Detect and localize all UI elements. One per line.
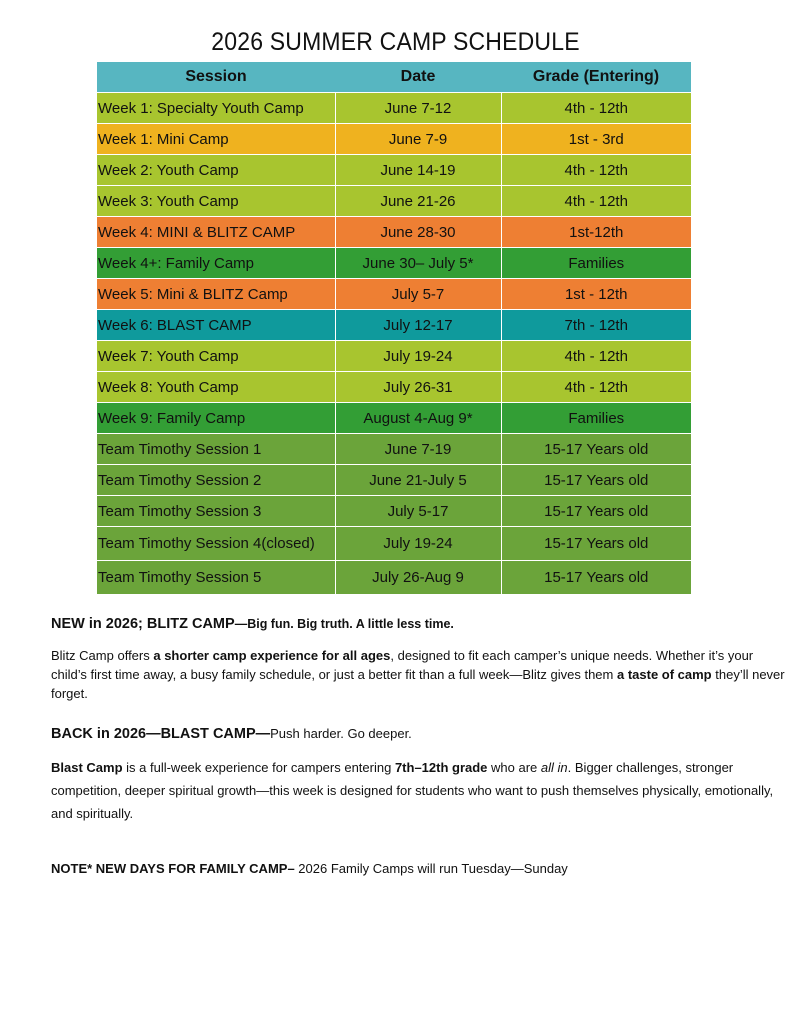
- table-row: [97, 155, 691, 186]
- date-cell: June 7-19: [335, 434, 501, 465]
- page-title: 2026 SUMMER CAMP SCHEDULE: [211, 28, 580, 56]
- table-header-row: [97, 62, 691, 93]
- blast-italic-text: all in: [540, 760, 568, 775]
- session-cell: Week 5: Mini & BLITZ Camp: [97, 279, 335, 310]
- session-cell: Week 1: Mini Camp: [97, 124, 335, 155]
- session-cell: Week 9: Family Camp: [97, 403, 335, 434]
- session-cell: Week 3: Youth Camp: [97, 186, 335, 217]
- date-cell: June 7-12: [335, 93, 501, 124]
- grade-cell: 4th - 12th: [501, 372, 691, 403]
- blitz-heading: NEW in 2026; BLITZ CAMP: [51, 616, 235, 632]
- blast-section: [51, 724, 791, 825]
- note-label: NOTE* NEW DAYS FOR FAMILY CAMP–: [51, 861, 295, 876]
- date-cell: July 5-7: [335, 279, 501, 310]
- table-row: [97, 310, 691, 341]
- blast-bold-text: 7th–12th grade: [394, 760, 488, 775]
- grade-cell: Families: [501, 403, 691, 434]
- grade-cell: 1st - 12th: [501, 279, 691, 310]
- table-row: [97, 496, 691, 527]
- date-cell: July 12-17: [335, 310, 501, 341]
- table-row: [97, 217, 691, 248]
- table-row: [97, 186, 691, 217]
- blitz-text: , designed to fit each camper’s unique needs. Whether it’s your child’s first time away, a busy family schedule, or just a better fit than a full week—Blitz gives them: [51, 648, 754, 682]
- blitz-text: Blitz Camp offers: [51, 648, 154, 663]
- blast-text: . Bigger challenges, stronger competition, deeper spiritual growth—this week is designed for students who want to push themselves physically, emotionally, and spiritually.: [51, 760, 774, 821]
- grade-cell: Families: [501, 248, 691, 279]
- date-cell: June 14-19: [335, 155, 501, 186]
- table-row: [97, 434, 691, 465]
- date-cell: July 5-17: [335, 496, 501, 527]
- blitz-description: [51, 646, 791, 703]
- session-cell: Team Timothy Session 2: [97, 465, 335, 496]
- grade-cell: 15-17 Years old: [501, 434, 691, 465]
- date-cell: June 30– July 5*: [335, 248, 501, 279]
- session-cell: Team Timothy Session 3: [97, 496, 335, 527]
- date-cell: June 7-9: [335, 124, 501, 155]
- date-cell: July 19-24: [335, 527, 501, 561]
- header-session: Session: [97, 62, 335, 93]
- table-row: [97, 561, 691, 595]
- session-cell: Team Timothy Session 4(closed): [97, 527, 335, 561]
- blast-tagline: Push harder. Go deeper.: [270, 726, 412, 741]
- date-cell: July 26-31: [335, 372, 501, 403]
- table-row: [97, 341, 691, 372]
- table-row: [97, 279, 691, 310]
- session-cell: Week 8: Youth Camp: [97, 372, 335, 403]
- session-cell: Team Timothy Session 1: [97, 434, 335, 465]
- table-row: [97, 248, 691, 279]
- grade-cell: 15-17 Years old: [501, 465, 691, 496]
- grade-cell: 4th - 12th: [501, 186, 691, 217]
- table-row: [97, 124, 691, 155]
- date-cell: August 4-Aug 9*: [335, 403, 501, 434]
- table-row: [97, 403, 691, 434]
- session-cell: Week 2: Youth Camp: [97, 155, 335, 186]
- table-row: [97, 527, 691, 561]
- grade-cell: 1st - 3rd: [501, 124, 691, 155]
- table-row: [97, 93, 691, 124]
- grade-cell: 1st-12th: [501, 217, 691, 248]
- date-cell: June 21-26: [335, 186, 501, 217]
- grade-cell: 15-17 Years old: [501, 496, 691, 527]
- grade-cell: 7th - 12th: [501, 310, 691, 341]
- header-date: Date: [335, 62, 501, 93]
- table-row: [97, 465, 691, 496]
- blast-heading: BACK in 2026—BLAST CAMP—: [51, 726, 271, 742]
- session-cell: Week 1: Specialty Youth Camp: [97, 93, 335, 124]
- grade-cell: 4th - 12th: [501, 155, 691, 186]
- blitz-bold-text: a shorter camp experience for all ages: [153, 648, 391, 663]
- grade-cell: 4th - 12th: [501, 93, 691, 124]
- grade-cell: 4th - 12th: [501, 341, 691, 372]
- date-cell: July 26-Aug 9: [335, 561, 501, 595]
- session-cell: Week 4: MINI & BLITZ CAMP: [97, 217, 335, 248]
- blast-text: is a full-week experience for campers entering: [122, 760, 395, 775]
- table-row: [97, 372, 691, 403]
- date-cell: July 19-24: [335, 341, 501, 372]
- blast-text: who are: [487, 760, 541, 775]
- schedule-table: [97, 62, 691, 595]
- header-grade: Grade (Entering): [501, 62, 691, 93]
- session-cell: Week 6: BLAST CAMP: [97, 310, 335, 341]
- table-body: [97, 93, 691, 595]
- session-cell: Week 7: Youth Camp: [97, 341, 335, 372]
- session-cell: Team Timothy Session 5: [97, 561, 335, 595]
- date-cell: June 21-July 5: [335, 465, 501, 496]
- date-cell: June 28-30: [335, 217, 501, 248]
- blitz-section: [51, 614, 791, 703]
- blitz-bold-text: a taste of camp: [616, 667, 712, 682]
- family-camp-note: [51, 859, 791, 878]
- session-cell: Week 4+: Family Camp: [97, 248, 335, 279]
- blitz-tagline: —Big fun. Big truth. A little less time.: [234, 617, 454, 631]
- blitz-text: they’ll never forget.: [51, 667, 785, 701]
- grade-cell: 15-17 Years old: [501, 527, 691, 561]
- blast-description: [51, 756, 791, 825]
- grade-cell: 15-17 Years old: [501, 561, 691, 595]
- note-text: 2026 Family Camps will run Tuesday—Sunday: [294, 861, 568, 876]
- blast-bold-text: Blast Camp: [51, 760, 123, 775]
